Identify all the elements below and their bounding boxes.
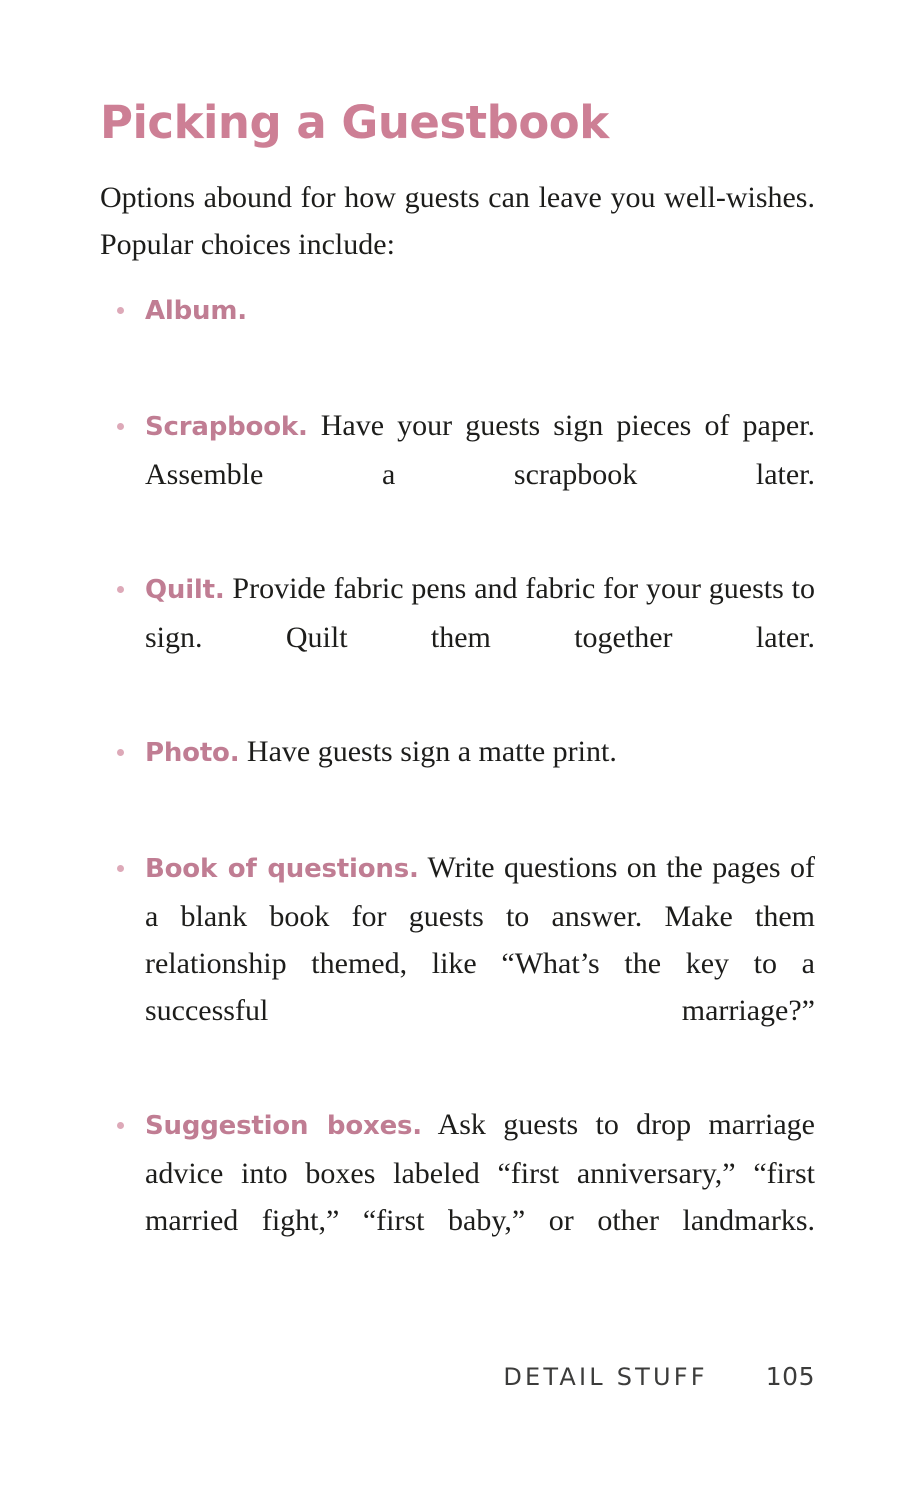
page-footer <box>100 1362 815 1391</box>
bullet-dot-icon <box>117 307 124 314</box>
list-item-lead-in: Quilt. <box>145 575 225 605</box>
list-item <box>100 728 815 824</box>
bullet-dot-icon <box>117 423 124 430</box>
page-number: 105 <box>765 1362 815 1391</box>
page-content <box>100 0 815 1291</box>
list-item <box>100 286 815 382</box>
list-item-lead-in: Photo. <box>145 738 240 768</box>
guestbook-options-list <box>100 268 815 1291</box>
running-head: DETAIL STUFF <box>503 1363 708 1391</box>
page-title: Picking a Guestbook <box>100 96 609 149</box>
bullet-dot-icon <box>117 1122 124 1129</box>
list-item-body: Write questions on the pages of a blank book for guests to answer. Make them relationship themed, like “What’s the key to a successful marriage?” <box>145 851 815 1027</box>
bullet-dot-icon <box>117 749 124 756</box>
list-item-lead-in: Album. <box>145 296 247 326</box>
list-item <box>100 844 815 1081</box>
list-item-body: Ask guests to drop marriage advice into boxes labeled “first anniversary,” “first married fight,” “first baby,” or other landmarks. <box>145 1108 815 1237</box>
intro-paragraph: Options abound for how guests can leave you well-wishes. Popular choices include: <box>100 181 815 261</box>
list-item <box>100 1101 815 1291</box>
list-item-lead-in: Scrapbook. <box>145 412 308 442</box>
bullet-dot-icon <box>117 586 124 593</box>
bullet-dot-icon <box>117 865 124 872</box>
list-item-lead-in: Suggestion boxes. <box>145 1111 422 1141</box>
list-item-body: Provide fabric pens and fabric for your guests to sign. Quilt them together later. <box>145 572 815 654</box>
list-item <box>100 565 815 708</box>
list-item-body: Have guests sign a matte print. <box>239 735 617 768</box>
list-item-lead-in: Book of questions. <box>145 854 419 884</box>
list-item-body: Have your guests sign pieces of paper. Assemble a scrapbook later. <box>145 409 815 491</box>
list-item <box>100 402 815 545</box>
